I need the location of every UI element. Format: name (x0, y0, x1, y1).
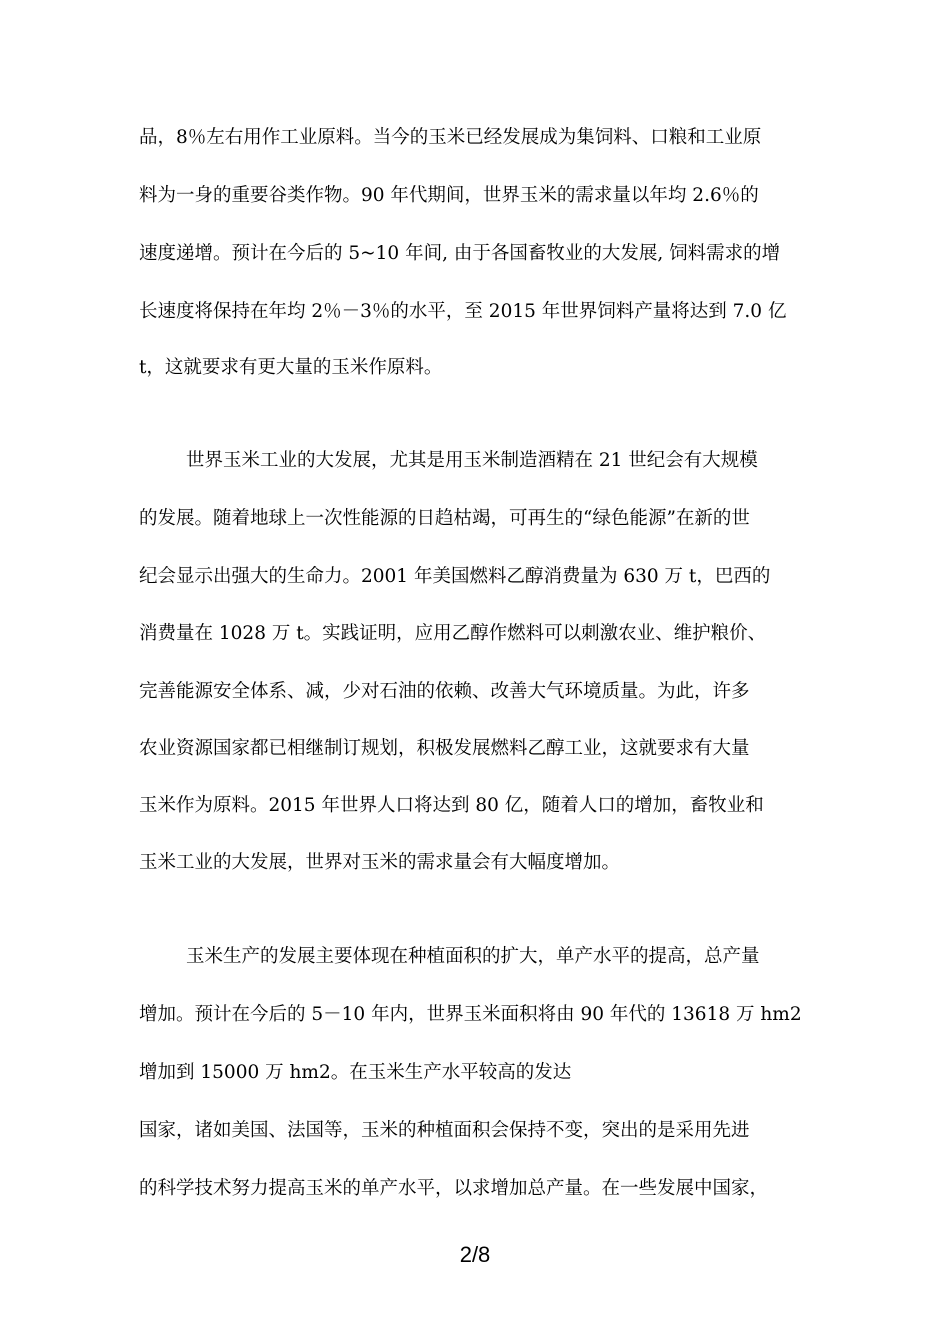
paragraph-2-line-4: 消费量在 1028 万 t。实践证明，应用乙醇作燃料可以刺激农业、维护粮价、 (139, 623, 767, 644)
paragraph-2-line-6: 农业资源国家都已相继制订规划，积极发展燃料乙醇工业，这就要求有大量 (139, 738, 750, 759)
paragraph-1-line-3: 速度递增。预计在今后的 5~10 年间, 由于各国畜牧业的大发展, 饲料需求的增 (139, 243, 781, 264)
paragraph-1-line-5: t，这就要求有更大量的玉米作原料。 (139, 357, 443, 378)
paragraph-3-line-4: 国家，诸如美国、法国等，玉米的种植面积会保持不变，突出的是采用先进 (139, 1120, 750, 1141)
paragraph-2-line-1: 世界玉米工业的大发展，尤其是用玉米制造酒精在 21 世纪会有大规模 (186, 450, 758, 471)
page-number: 2/8 (459, 1242, 491, 1267)
paragraph-3-line-5: 的科学技术努力提高玉米的单产水平，以求增加总产量。在一些发展中国家， (139, 1178, 769, 1199)
paragraph-1-line-2: 料为一身的重要谷类作物。90 年代期间，世界玉米的需求量以年均 2.6％的 (139, 185, 759, 206)
paragraph-2-line-7: 玉米作为原料。2015 年世界人口将达到 80 亿，随着人口的增加，畜牧业和 (139, 795, 764, 816)
paragraph-3-line-2: 增加。预计在今后的 5－10 年内，世界玉米面积将由 90 年代的 13618 万 hm2 (139, 1004, 802, 1025)
paragraph-2-line-2: 的发展。随着地球上一次性能源的日趋枯竭，可再生的“绿色能源”在新的世 (139, 508, 750, 529)
paragraph-2-line-5: 完善能源安全体系、减，少对石油的依赖、改善大气环境质量。为此，许多 (139, 681, 750, 702)
paragraph-1-line-1: 品，8％左右用作工业原料。当今的玉米已经发展成为集饲料、口粮和工业原 (139, 127, 762, 148)
paragraph-3-line-3: 增加到 15000 万 hm2。在玉米生产水平较高的发达 (139, 1062, 572, 1083)
paragraph-2-line-8: 玉米工业的大发展，世界对玉米的需求量会有大幅度增加。 (139, 852, 621, 873)
paragraph-2-line-3: 纪会显示出强大的生命力。2001 年美国燃料乙醇消费量为 630 万 t，巴西的 (139, 566, 771, 587)
paragraph-3-line-1: 玉米生产的发展主要体现在种植面积的扩大，单产水平的提高，总产量 (186, 946, 760, 967)
paragraph-1-line-4: 长速度将保持在年均 2％－3％的水平，至 2015 年世界饲料产量将达到 7.0 亿 (139, 301, 787, 322)
